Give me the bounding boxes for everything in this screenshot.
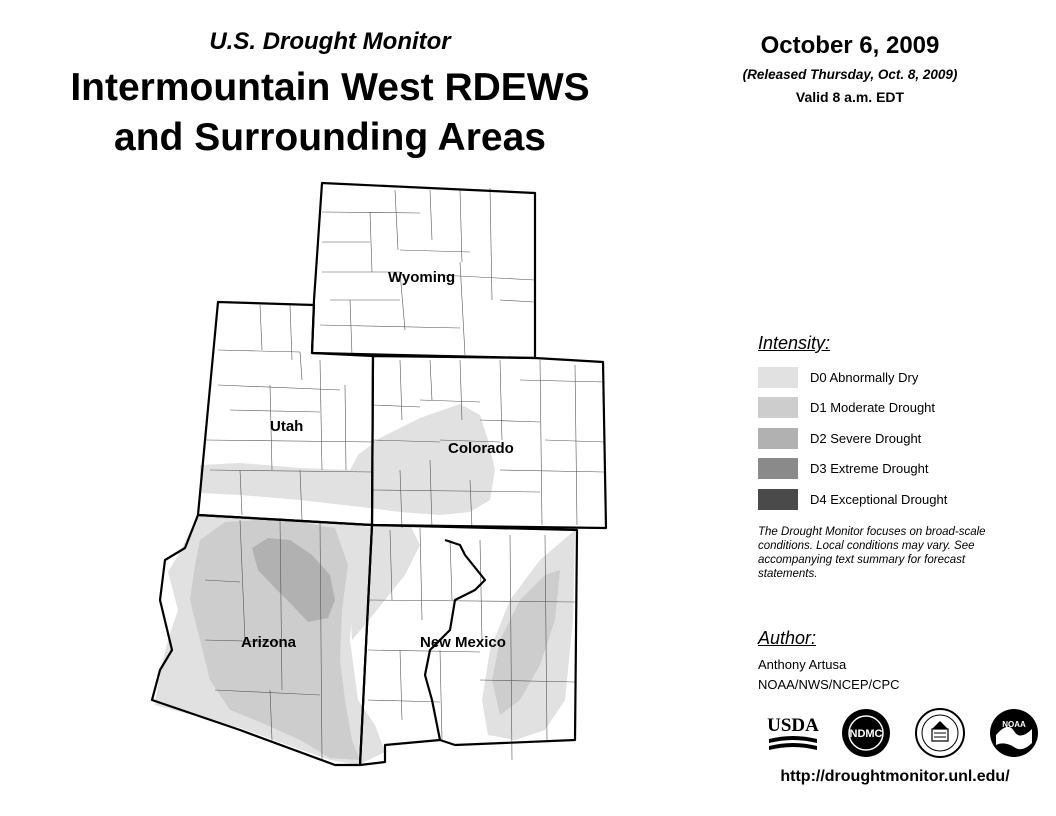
legend-item-d3 — [758, 458, 1018, 480]
legend-item-d0 — [758, 367, 1018, 389]
map-subtitle: U.S. Drought Monitor — [209, 28, 451, 55]
disclaimer-note: The Drought Monitor focuses on broad-scale conditions. Local conditions may vary. See accompanying text summary for forecast statements. — [758, 526, 986, 580]
label-utah: Utah — [270, 418, 304, 435]
legend-label-d4: D4 Exceptional Drought — [810, 492, 948, 507]
release-date: (Released Thursday, Oct. 8, 2009) — [742, 67, 958, 82]
map-title-line-1: Intermountain West RDEWS — [70, 66, 590, 109]
legend-item-d2 — [758, 428, 1018, 450]
author-name: Anthony Artusa — [758, 657, 847, 672]
legend-swatch-d1 — [758, 397, 798, 418]
label-new-mexico: New Mexico — [420, 634, 506, 651]
website-link[interactable]: http://droughtmonitor.unl.edu/ — [780, 768, 1010, 785]
ndmc-logo-text: NDMC — [849, 728, 883, 740]
legend-label-d3: D3 Extreme Drought — [810, 461, 929, 476]
legend-swatch-d3 — [758, 458, 798, 479]
ndmc-logo — [840, 707, 892, 759]
doc-seal-logo — [914, 707, 966, 759]
valid-time: Valid 8 a.m. EDT — [795, 89, 905, 105]
label-arizona: Arizona — [241, 634, 297, 651]
legend-label-d1: D1 Moderate Drought — [810, 400, 936, 415]
legend-swatch-d4 — [758, 489, 798, 510]
drought-shading — [155, 404, 575, 765]
label-colorado: Colorado — [448, 440, 514, 457]
author-organization: NOAA/NWS/NCEP/CPC — [758, 677, 900, 692]
legend-label-d2: D2 Severe Drought — [810, 431, 922, 446]
label-wyoming: Wyoming — [388, 269, 456, 286]
noaa-logo — [988, 707, 1040, 759]
usda-logo — [765, 707, 821, 759]
usda-logo-text: USDA — [767, 715, 819, 736]
d0-area-utah-colorado — [200, 404, 495, 515]
legend-item-d1 — [758, 397, 1018, 419]
legend-label-d0: D0 Abnormally Dry — [810, 370, 919, 385]
map-title-line-2: and Surrounding Areas — [114, 116, 546, 159]
legend-item-d4 — [758, 489, 1018, 511]
legend-swatch-d2 — [758, 428, 798, 449]
legend-title: Intensity: — [758, 333, 831, 353]
drought-map — [0, 170, 640, 780]
map-date: October 6, 2009 — [760, 32, 940, 59]
noaa-logo-text: NOAA — [1002, 720, 1026, 729]
legend-swatch-d0 — [758, 367, 798, 388]
author-heading: Author: — [758, 628, 817, 648]
